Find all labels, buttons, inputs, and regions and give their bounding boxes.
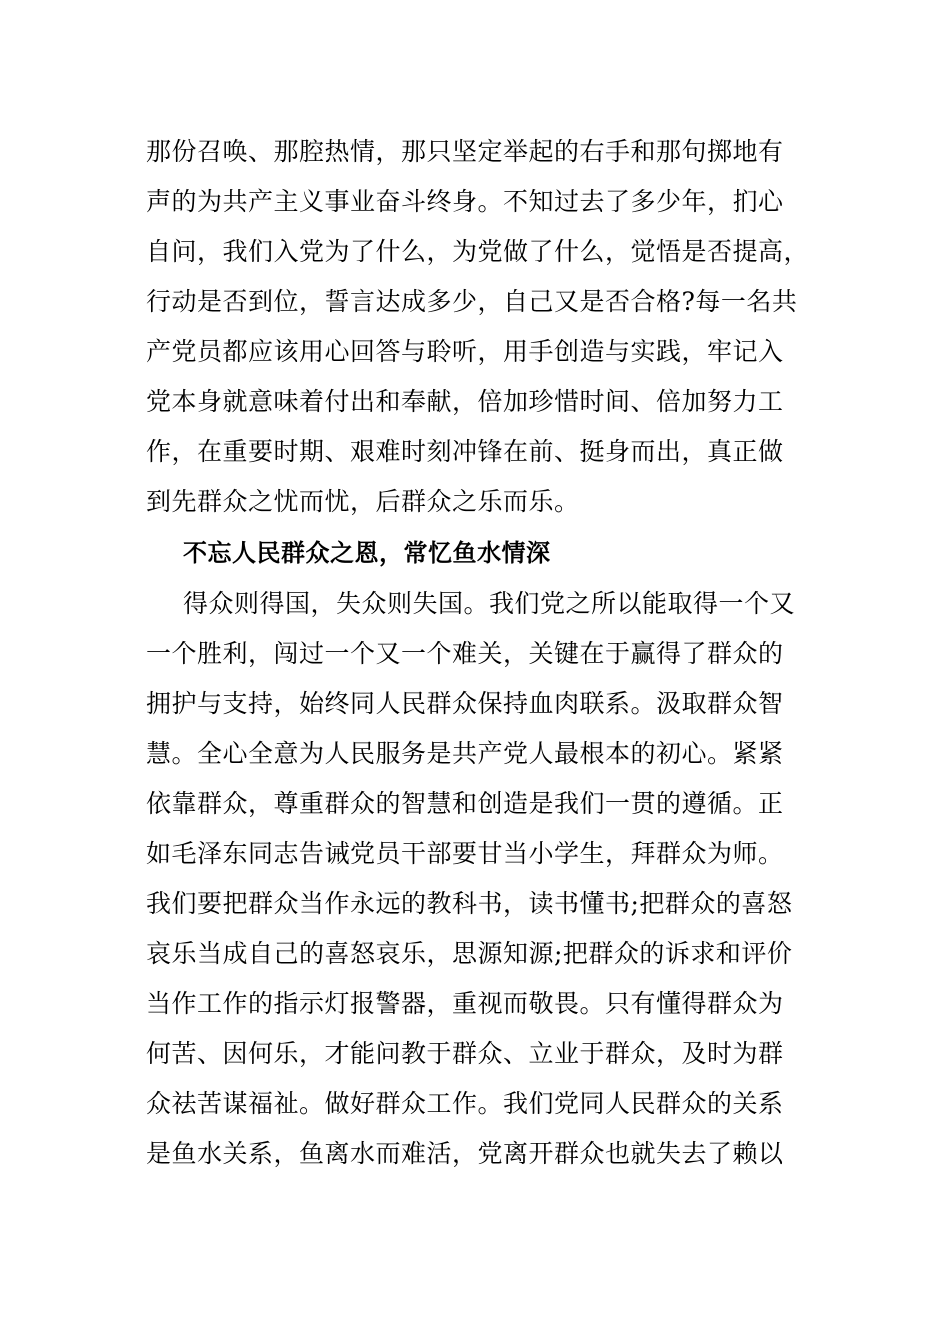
- paragraph-2-line: 慧。全心全意为人民服务是共产党人最根本的初心。紧紧: [146, 739, 784, 768]
- paragraph-2-line: 一个胜利，闯过一个又一个难关，关键在于赢得了群众的: [146, 639, 784, 668]
- paragraph-2-line: 何苦、因何乐，才能问教于群众、立业于群众，及时为群: [146, 1039, 784, 1068]
- paragraph-2-line: 依靠群众，尊重群众的智慧和创造是我们一贯的遵循。正: [146, 789, 784, 818]
- paragraph-2-line: 哀乐当成自己的喜怒哀乐，思源知源;把群众的诉求和评价: [146, 939, 793, 968]
- paragraph-2-line: 如毛泽东同志告诫党员干部要甘当小学生，拜群众为师。: [146, 839, 784, 868]
- paragraph-1-line: 党本身就意味着付出和奉献，倍加珍惜时间、倍加努力工: [146, 387, 784, 416]
- section-heading: 不忘人民群众之恩，常忆鱼水情深: [183, 539, 551, 567]
- paragraph-2-line: 是鱼水关系，鱼离水而难活，党离开群众也就失去了赖以: [146, 1139, 784, 1168]
- paragraph-1-line: 作，在重要时期、艰难时刻冲锋在前、挺身而出，真正做: [146, 437, 784, 466]
- paragraph-1-line: 声的为共产主义事业奋斗终身。不知过去了多少年，扪心: [146, 187, 784, 216]
- paragraph-2-line: 我们要把群众当作永远的教科书，读书懂书;把群众的喜怒: [146, 889, 793, 918]
- paragraph-2-line: 拥护与支持，始终同人民群众保持血肉联系。汲取群众智: [146, 689, 784, 718]
- paragraph-2-line: 众祛苦谋福祉。做好群众工作。我们党同人民群众的关系: [146, 1089, 784, 1118]
- paragraph-1-line: 那份召唤、那腔热情，那只坚定举起的右手和那句掷地有: [146, 137, 784, 166]
- paragraph-1-line: 产党员都应该用心回答与聆听，用手创造与实践，牢记入: [146, 337, 784, 366]
- paragraph-1: [146, 137, 810, 517]
- paragraph-2-line: 当作工作的指示灯报警器，重视而敬畏。只有懂得群众为: [146, 989, 784, 1018]
- paragraph-1-line: 到先群众之忧而忧，后群众之乐而乐。: [146, 487, 580, 516]
- paragraph-2-line: 得众则得国，失众则失国。我们党之所以能取得一个又: [183, 589, 796, 618]
- paragraph-1-line: 自问，我们入党为了什么，为党做了什么，觉悟是否提高，: [146, 237, 810, 266]
- paragraph-2: [146, 589, 796, 1169]
- paragraph-1-line: 行动是否到位，誓言达成多少，自己又是否合格?每一名共: [146, 287, 798, 316]
- section-heading-block: [183, 538, 803, 568]
